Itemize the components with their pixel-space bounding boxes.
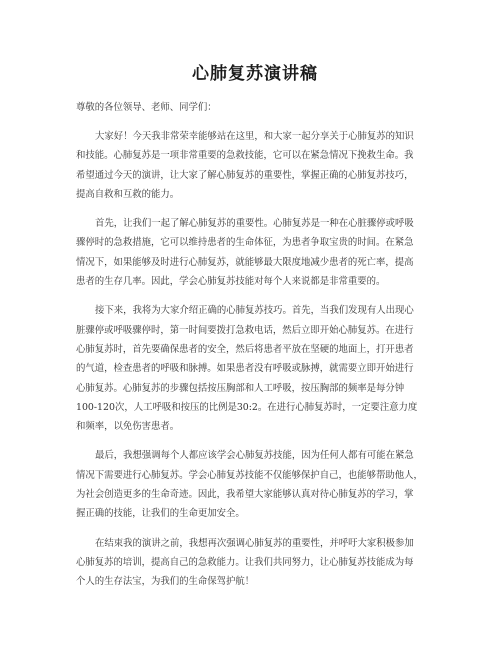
paragraph-line: 心肺复苏。心肺复苏的步骤包括按压胸部和人工呼吸，按压胸部的频率是每分钟 [76,382,405,394]
paragraph-line: 100-120次，人工呼吸和按压的比例是30:2。在进行心肺复苏时，一定要注意力度 [76,401,418,413]
paragraph-line: 提高自救和互救的能力。 [76,188,180,200]
paragraph-line: 骤停时的急救措施，它可以维持患者的生命体征，为患者争取宝贵的时间。在紧急 [76,237,414,249]
paragraph-1 [76,127,434,204]
paragraph-line: 希望通过今天的演讲，让大家了解心肺复苏的重要性，掌握正确的心肺复苏技巧， [76,169,414,181]
paragraph-3 [76,301,434,436]
paragraph-line: 握正确的技能，让我们的生命更加安全。 [76,508,245,520]
paragraph-line: 脏骤停或呼吸骤停时，第一时间要拨打急救电话，然后立即开始心肺复苏。在进行 [76,324,414,336]
paragraph-line: 的气道，检查患者的呼吸和脉搏。如果患者没有呼吸或脉搏，就需要立即开始进行 [76,363,414,375]
paragraph-line: 心肺复苏时，首先要确保患者的安全，然后将患者平放在坚硬的地面上，打开患者 [76,343,414,355]
paragraph-line: 接下来，我将为大家介绍正确的心肺复苏技巧。首先，当我们发现有人出现心 [95,305,414,317]
greeting-line: 尊敬的各位领导、老师、同学们： [76,102,217,113]
paragraph-line: 情况下，如果能够及时进行心肺复苏，就能够最大限度地减少患者的死亡率，提高 [76,256,414,268]
paragraph-4 [76,446,434,523]
paragraph-line: 最后，我想强调每个人都应该学会心肺复苏技能，因为任何人都有可能在紧急 [95,450,414,462]
paragraph-line: 大家好！今天我非常荣幸能够站在这里，和大家一起分享关于心肺复苏的知识 [95,131,414,142]
paragraph-5 [76,534,434,592]
paragraph-line: 心肺复苏的培训，提高自己的急救能力。让我们共同努力，让心肺复苏技能成为每 [76,556,414,568]
paragraph-line: 在结束我的演讲之前，我想再次强调心肺复苏的重要性，并呼吁大家积极参加 [95,537,414,549]
paragraph-line: 首先，让我们一起了解心肺复苏的重要性。心肺复苏是一种在心脏骤停或呼吸 [95,218,414,230]
paragraph-line: 为社会创造更多的生命奇迹。因此，我希望大家能够认真对待心肺复苏的学习，掌 [76,489,414,501]
paragraph-line: 和频率，以免伤害患者。 [76,421,180,433]
paragraph-2 [76,214,434,291]
document-title: 心肺复苏演讲稿 [192,64,318,84]
paragraph-line: 情况下需要进行心肺复苏。学会心肺复苏技能不仅能够保护自己，也能够帮助他人， [76,469,423,481]
paragraph-line: 个人的生存法宝，为我们的生命保驾护航！ [76,576,255,588]
paragraph-line: 和技能。心肺复苏是一项非常重要的急救技能，它可以在紧急情况下挽救生命。我 [76,150,414,162]
paragraph-line: 患者的生存几率。因此，学会心肺复苏技能对每个人来说都是非常重要的。 [76,276,386,288]
